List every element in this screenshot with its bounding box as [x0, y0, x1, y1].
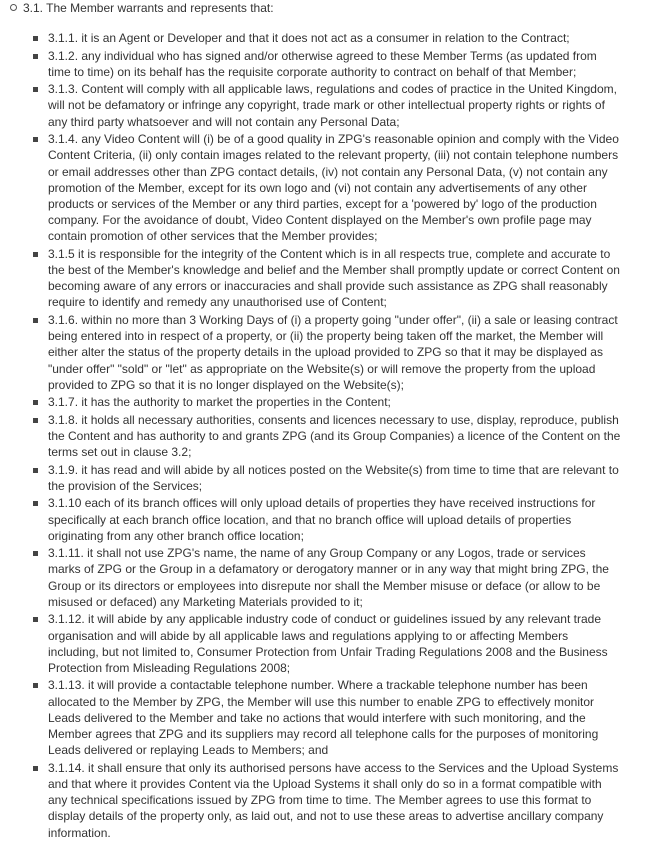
sub-clause-text: 3.1.9. it has read and will abide by all notices posted on the Website(s) from time to time that are relevant to the provision of the Services;: [48, 462, 619, 493]
sub-clause-text: 3.1.2. any individual who has signed and/or otherwise agreed to these Member Terms (as updated from time to time) on its behalf has the requisite corporate authority to contract on behalf of that Member;: [48, 48, 597, 79]
square-bullet-icon: [33, 468, 38, 473]
sub-clause-item: [33, 677, 621, 758]
sub-clause-item: [33, 495, 621, 544]
sub-clause-text: 3.1.6. within no more than 3 Working Days of (i) a property going "under offer", (ii) a sale or leasing contract being entered into in respect of a property, or (ii) the property being taken off the market, the Member will either alter the status of the property details in the upload provided to ZPG so that it may be displayed as "under offer" "sold" or "let" as appropriate on the Website(s) or will remove the property from the upload provided to ZPG so that it is no longer displayed on the Website(s);: [48, 312, 618, 392]
square-bullet-icon: [33, 54, 38, 59]
sub-clause-item: [33, 760, 621, 841]
clause-3-1-heading: 3.1. The Member warrants and represents that:: [23, 1, 274, 15]
clause-3-1-item: [10, 0, 274, 16]
sub-clause-text: 3.1.4. any Video Content will (i) be of a good quality in ZPG's reasonable opinion and comply with the Video Content Criteria, (ii) only contain images related to the relevant property, (iii) not contain telephone numbers or email addresses other than ZPG contact details, (iv) not contain any Personal Data, (v) not contain any promotion of the Member, except for its own logo and (vi) not contain any advertisements of any other products or services of the Member or any third parties, except for a 'powered by' logo of the production company. For the avoidance of doubt, Video Content displayed on the Member's own profile page may contain promotion of other services that the Member provides;: [48, 132, 619, 244]
sub-clause-item: [33, 462, 621, 494]
sub-clause-item: [33, 246, 621, 311]
sub-clause-text: 3.1.3. Content will comply with all applicable laws, regulations and codes of practice in the United Kingdom, will not be defamatory or infringe any copyright, trade mark or other intellectual property rights or rights of any third party whatsoever and will not contain any Personal Data;: [48, 82, 617, 129]
square-bullet-icon: [33, 400, 38, 405]
sub-clause-text: 3.1.14. it shall ensure that only its authorised persons have access to the Services and the Upload Systems and that where it provides Content via the Upload Systems it shall only do so in a format compatible with any technical specifications issued by ZPG from time to time. The Member agrees to use this format to display details of the property only, as laid out, and not to use these areas to advertise ancillary company information.: [48, 760, 619, 840]
sub-clause-item: [33, 131, 621, 244]
square-bullet-icon: [33, 683, 38, 688]
sub-clause-item: [33, 30, 621, 46]
square-bullet-icon: [33, 36, 38, 41]
square-bullet-icon: [33, 252, 38, 257]
square-bullet-icon: [33, 617, 38, 622]
sub-clause-text: 3.1.11. it shall not use ZPG's name, the name of any Group Company or any Logos, trade or services marks of ZPG or the Group in a defamatory or derogatory manner or in any way that might bring ZPG, the Group or its directors or employees into disrepute nor shall the Member misuse or deface (or allow to be misused or defaced) any Marketing Materials provided to it;: [48, 546, 609, 609]
square-bullet-icon: [33, 137, 38, 142]
square-bullet-icon: [33, 551, 38, 556]
square-bullet-icon: [33, 87, 38, 92]
sub-clause-item: [33, 394, 621, 410]
sub-clause-item: [33, 48, 621, 80]
sub-clause-text: 3.1.5 it is responsible for the integrity of the Content which is in all respects true, complete and accurate to the best of the Member's knowledge and belief and the Member shall promptly update or correct Content on becoming aware of any errors or inaccuracies and shall provide such assistance as ZPG shall reasonably require to identify and remedy any unauthorised use of Content;: [48, 246, 620, 310]
square-bullet-icon: [33, 418, 38, 423]
sub-clause-text: 3.1.10 each of its branch offices will only upload details of properties they have received instructions for specifically at each branch office location, and that no branch office will upload details of properties originating from any other branch office location;: [48, 496, 596, 543]
square-bullet-icon: [33, 766, 38, 771]
sub-clause-list: [33, 30, 621, 842]
sub-clause-text: 3.1.12. it will abide by any applicable industry code of conduct or guidelines issued by any relevant trade organisation and will abide by all applicable laws and regulations applying to or affecting Members including, but not limited to, Consumer Protection from Unfair Trading Regulations 2008 and the Business Protection from Misleading Regulations 2008;: [48, 612, 608, 675]
sub-clause-item: [33, 412, 621, 461]
circle-bullet-icon: [10, 4, 17, 11]
square-bullet-icon: [33, 501, 38, 506]
square-bullet-icon: [33, 318, 38, 323]
sub-clause-item: [33, 81, 621, 130]
sub-clause-item: [33, 312, 621, 393]
sub-clause-text: 3.1.7. it has the authority to market the properties in the Content;: [48, 395, 391, 410]
sub-clause-item: [33, 545, 621, 610]
sub-clause-text: 3.1.1. it is an Agent or Developer and that it does not act as a consumer in relation to the Contract;: [48, 31, 570, 45]
sub-clause-item: [33, 611, 621, 676]
sub-clause-text: 3.1.8. it holds all necessary authorities, consents and licences necessary to use, display, reproduce, publish the Content and has authority to and grants ZPG (and its Group Companies) a licence of the Content on the terms set out in clause 3.2;: [48, 412, 621, 460]
sub-clause-text: 3.1.13. it will provide a contactable telephone number. Where a trackable telephone number has been allocated to the Member by ZPG, the Member will use this number to enable ZPG to effectively monitor Leads delivered to the Member and take no actions that would interfere with such monitoring, and the Member agrees that ZPG and its suppliers may record all telephone calls for the purposes of monitoring Leads delivered or replaying Leads to Members; and: [48, 678, 599, 758]
